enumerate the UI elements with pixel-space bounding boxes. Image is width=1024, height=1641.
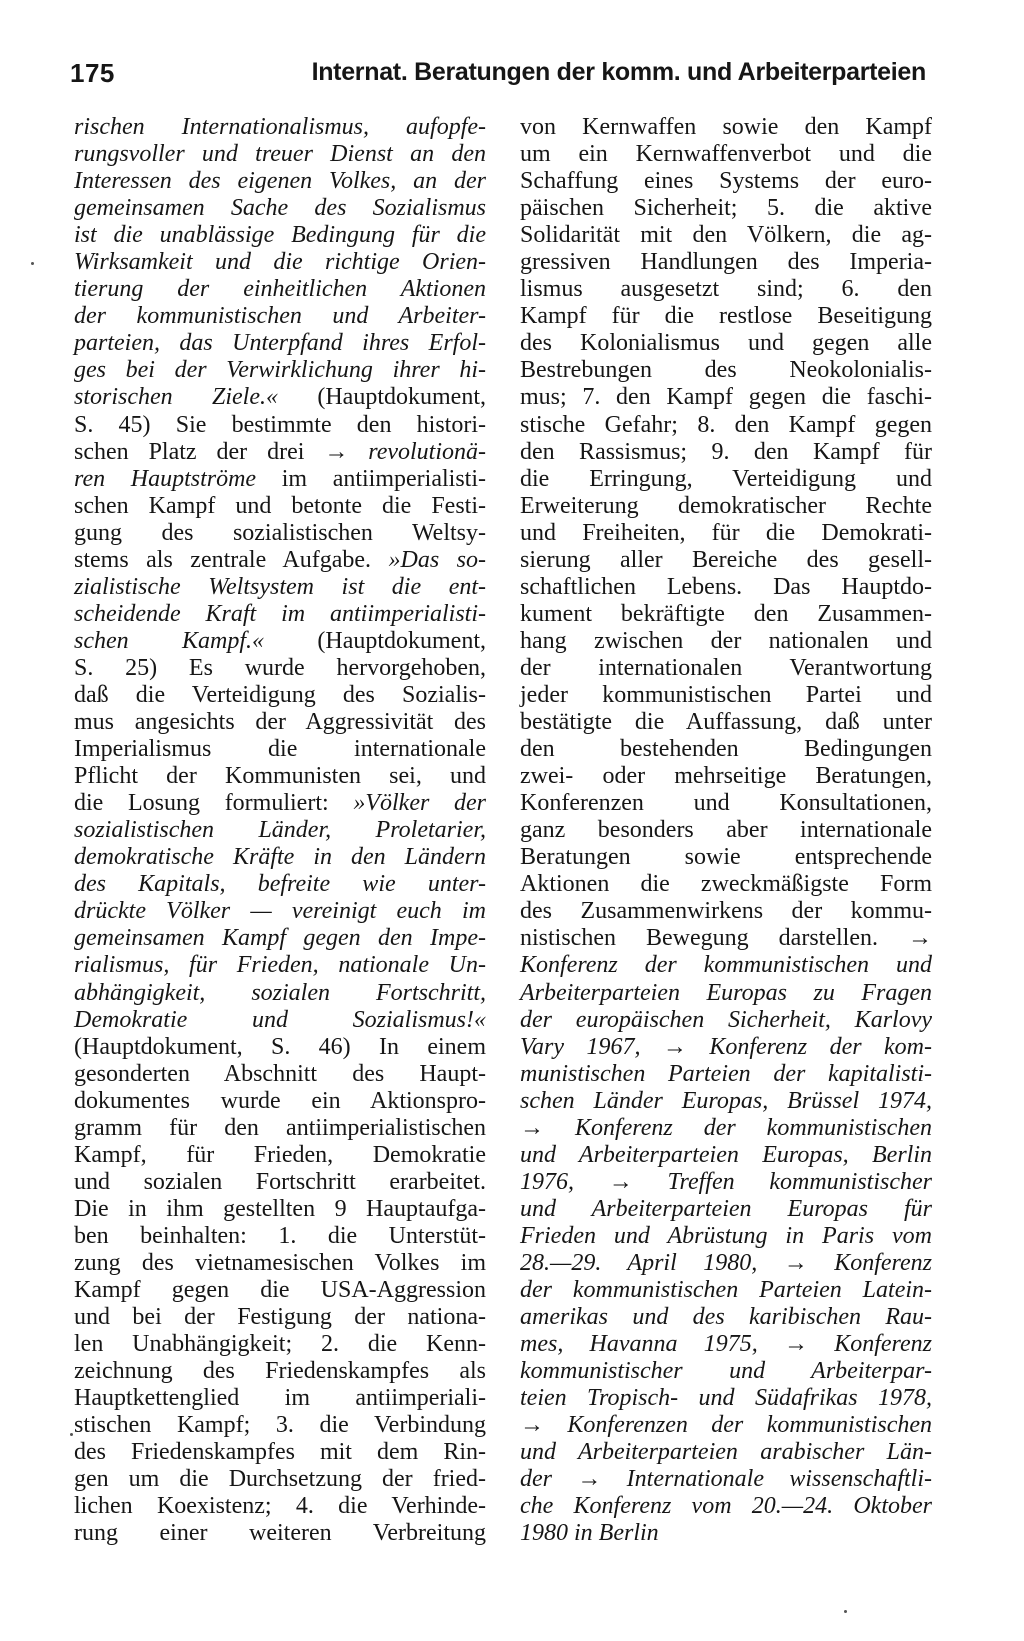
text-run: ganz besonders aber internationale [520,817,932,844]
right-column-line [520,141,932,168]
text-run: ist die unablässige Bedingung für die [74,222,486,249]
left-column-line [74,574,486,601]
text-run: Die in ihm gestellten 9 Hauptaufga- [74,1195,486,1222]
right-column-line [520,952,932,979]
left-column-line [74,1466,486,1493]
right-column-line [520,1223,932,1250]
text-run: mus angesichts der Aggressivität des [74,709,486,736]
left-column-line [74,168,486,195]
right-column-line [520,1061,932,1088]
left-column-line [74,493,486,520]
right-column-line [520,736,932,763]
text-run: che Konferenz vom 20.—24. Oktober [520,1493,932,1520]
text-run: rungsvoller und treuer Dienst an den [74,141,486,168]
text-run: und Arbeiterparteien Europas, Berlin [520,1141,932,1168]
left-column-line [74,222,486,249]
text-run: zwei- oder mehrseitige Beratungen, [520,763,932,790]
text-run: des Kolonialismus und gegen alle [520,330,932,357]
left-column-line [74,1088,486,1115]
text-run: Schaffung eines Systems der euro- [520,168,932,195]
text-run: gemeinsamen Kampf gegen den Impe- [74,925,486,952]
left-column-line [74,1439,486,1466]
text-run: drückte Völker — vereinigt euch im [74,898,486,925]
text-run: des Friedenskampfes mit dem Rin- [74,1439,486,1466]
running-title: Internat. Beratungen der komm. und Arbeiterparteien [311,58,926,86]
text-run: (Hauptdokument, S. 46) In einem [74,1033,486,1060]
right-column-line [520,601,932,628]
left-column-line [74,357,486,384]
text-run: jeder kommunistischen Partei und [520,681,932,708]
right-column-line [520,1358,932,1385]
text-run: parteien, das Unterpfand ihres Erfol- [74,330,486,357]
text-run: Kampf gegen die USA-Aggression [74,1277,486,1304]
text-run: 1976, → Treffen kommunistischer [520,1168,932,1195]
text-run: den Rassismus; 9. den Kampf für [520,438,932,465]
text-run: Imperialismus die internationale [74,736,486,763]
left-column-line [74,601,486,628]
left-column-line [74,628,486,655]
text-run: mes, Havanna 1975, → Konferenz [520,1331,932,1358]
text-run: → Konferenzen der kommunistischen [520,1412,932,1439]
text-run: 1980 in Berlin [520,1520,659,1547]
text-run: den bestehenden Bedingungen [520,736,932,763]
text-run: sozialistischen Länder, Proletarier, [74,817,486,844]
text-run: »Völker der [353,790,486,817]
text-run: mus; 7. den Kampf gegen die faschi- [520,384,932,411]
text-run: Bestrebungen des Neokolonialis- [520,357,932,384]
left-column-line [74,1358,486,1385]
page-header [70,50,926,94]
text-run: scheidende Kraft im antiimperialisti- [74,600,486,627]
right-column-line [520,871,932,898]
left-column-line [74,763,486,790]
text-run: abhängigkeit, sozialen Fortschritt, [74,979,486,1006]
text-run: um ein Kernwaffenverbot und die [520,141,932,168]
text-run: Frieden und Abrüstung in Paris vom [520,1222,932,1249]
text-run: der → Internationale wissenschaftli- [520,1466,932,1493]
text-run: Vary 1967, → Konferenz der kom- [520,1033,932,1060]
text-run: daß die Verteidigung des Sozialis- [74,681,486,708]
text-run: gung des sozialistischen Weltsy- [74,519,486,546]
right-column-line [520,384,932,411]
text-run: und Freiheiten, für die Demokrati- [520,519,932,546]
right-column-line [520,1277,932,1304]
text-run: ren Hauptströme [74,465,257,492]
right-column-line [520,1142,932,1169]
text-run: Hauptkettenglied im antiimperiali- [74,1385,486,1412]
text-run: tierung der einheitlichen Aktionen [74,276,486,303]
text-run: schaftlichen Lebens. Das Hauptdo- [520,573,932,600]
text-run: Pflicht der Kommunisten sei, und [74,763,486,790]
text-run: schen Länder Europas, Brüssel 1974, [520,1087,932,1114]
text-run: und Arbeiterparteien Europas für [520,1195,932,1222]
left-column-line [74,1331,486,1358]
right-column-line [520,1007,932,1034]
text-run: rischen Internationalismus, aufopfe- [74,114,486,140]
left-column-line [74,384,486,411]
right-column-line [520,628,932,655]
left-column-line [74,1142,486,1169]
text-run: schen Platz der drei [74,438,325,465]
text-run: »Das so- [388,546,486,573]
print-speck [844,1610,847,1613]
text-run: der internationalen Verantwortung [520,654,932,681]
text-run: zung des vietnamesischen Volkes im [74,1249,486,1276]
right-column-line [520,898,932,925]
left-column-line [74,1520,486,1547]
right-column-line [520,844,932,871]
text-run: zialistische Weltsystem ist die ent- [74,573,486,600]
right-column-line [520,1250,932,1277]
text-run: (Hauptdokument, [264,627,486,654]
left-column-line [74,439,486,466]
right-column-line [520,412,932,439]
print-speck [70,1433,73,1436]
text-run: lismus ausgesetzt sind; 6. den [520,276,932,303]
text-run: stems als zentrale Aufgabe. [74,546,389,573]
text-run: Beratungen sowie entsprechende [520,844,932,871]
left-column-line [74,844,486,871]
right-column-line [520,1034,932,1061]
left-column-line [74,412,486,439]
text-run: kommunistischer und Arbeiterpar- [520,1358,932,1385]
text-run: rialismus, für Frieden, nationale Un- [74,952,486,979]
text-run: stischen Kampf; 3. die Verbindung [74,1412,486,1439]
right-column-line [520,682,932,709]
left-text-column [74,114,486,1547]
text-run: → revolutionä- [324,438,487,465]
left-column-line [74,1115,486,1142]
text-run: päischen Sicherheit; 5. die aktive [520,195,932,222]
right-column-line [520,195,932,222]
right-column-line [520,276,932,303]
text-run: demokratische Kräfte in den Ländern [74,844,486,871]
left-column-line [74,1007,486,1034]
right-text-column [520,114,932,1547]
right-column-line [520,1196,932,1223]
right-column-line [520,1088,932,1115]
text-run: Konferenz der kommunistischen und [520,952,932,979]
right-column-line [520,1385,932,1412]
text-run: rung einer weiteren Verbreitung [74,1520,486,1547]
right-column-line [520,1304,932,1331]
text-run: stische Gefahr; 8. den Kampf gegen [520,411,932,438]
right-column-line [520,790,932,817]
left-column-line [74,1250,486,1277]
text-run: ges bei der Verwirklichung ihrer hi- [74,357,486,384]
text-run: Wirksamkeit und die richtige Orien- [74,249,486,276]
text-run: des Kapitals, befreite wie unter- [74,871,486,898]
right-column-line [520,1466,932,1493]
left-column-line [74,141,486,168]
text-run: Arbeiterparteien Europas zu Fragen [520,979,932,1006]
text-run: im antiimperialisti- [256,465,486,492]
text-run: schen Kampf und betonte die Festi- [74,492,486,519]
text-run: hang zwischen der nationalen und [520,627,932,654]
text-run: dokumentes wurde ein Aktionspro- [74,1087,486,1114]
right-column-line [520,980,932,1007]
text-run: und sozialen Fortschritt erarbeitet. [74,1168,486,1195]
left-column-line [74,790,486,817]
left-column-line [74,1061,486,1088]
text-run: die Losung formuliert: [74,790,354,817]
text-run: die Erringung, Verteidigung und [520,465,932,492]
right-column-line [520,520,932,547]
left-column-line [74,1277,486,1304]
text-run: nistischen Bewegung darstellen. → [520,925,932,952]
text-run: Interessen des eigenen Volkes, an der [74,168,486,195]
text-run: Demokratie und Sozialismus!« [74,1006,486,1033]
left-column-line [74,1493,486,1520]
right-column-line [520,168,932,195]
text-run: Solidarität mit den Völkern, die ag- [520,222,932,249]
right-column-line [520,925,932,952]
text-run: bestätigte die Auffassung, daß unter [520,709,932,736]
text-run: len Unabhängigkeit; 2. die Kenn- [74,1331,486,1358]
left-column-line [74,871,486,898]
left-column-line [74,655,486,682]
text-run: gramm für den antiimperialistischen [74,1114,486,1141]
right-column-line [520,1331,932,1358]
right-column-line [520,1520,932,1547]
left-column-line [74,980,486,1007]
text-run: 28.—29. April 1980, → Konferenz [520,1249,932,1276]
left-column-line [74,1223,486,1250]
right-column-line [520,357,932,384]
text-run: und bei der Festigung der nationa- [74,1304,486,1331]
text-run: gesonderten Abschnitt des Haupt- [74,1060,486,1087]
right-column-line [520,303,932,330]
right-column-line [520,1169,932,1196]
text-run: der kommunistischen und Arbeiter- [74,303,486,330]
right-column-line [520,493,932,520]
left-column-line [74,1385,486,1412]
left-column-line [74,952,486,979]
text-run: der kommunistischen Parteien Latein- [520,1277,932,1304]
left-column-line [74,898,486,925]
right-column-line [520,547,932,574]
right-column-line [520,763,932,790]
text-run: teien Tropisch- und Südafrikas 1978, [520,1385,932,1412]
right-column-line [520,817,932,844]
right-column-line [520,222,932,249]
right-column-line [520,1412,932,1439]
text-run: → Konferenz der kommunistischen [520,1114,932,1141]
text-run: ben beinhalten: 1. die Unterstüt- [74,1222,486,1249]
right-column-line [520,1439,932,1466]
left-column-line [74,1304,486,1331]
text-run: und Arbeiterparteien arabischer Län- [520,1439,932,1466]
text-run: Kampf, für Frieden, Demokratie [74,1141,486,1168]
text-run: Erweiterung demokratischer Rechte [520,492,932,519]
right-column-line [520,439,932,466]
left-column-line [74,195,486,222]
text-run: storischen Ziele.« [74,384,278,411]
left-column-line [74,1034,486,1061]
left-column-line [74,1412,486,1439]
text-run: (Hauptdokument, [278,384,486,411]
text-run: Konferenzen und Konsultationen, [520,790,932,817]
left-column-line [74,466,486,493]
text-run: gressiven Handlungen des Imperia- [520,249,932,276]
text-run: S. 45) Sie bestimmte den histori- [74,411,486,438]
right-column-line [520,709,932,736]
page-number: 175 [70,58,115,88]
right-column-line [520,574,932,601]
left-column-line [74,736,486,763]
left-column-line [74,817,486,844]
text-run: schen Kampf.« [74,627,265,654]
right-column-line [520,466,932,493]
text-run: Aktionen die zweckmäßigste Form [520,871,932,898]
text-run: von Kernwaffen sowie den Kampf [520,114,932,140]
left-column-line [74,1196,486,1223]
left-column-line [74,303,486,330]
text-run: der europäischen Sicherheit, Karlovy [520,1006,932,1033]
left-column-line [74,114,486,141]
right-column-line [520,249,932,276]
left-column-line [74,709,486,736]
right-column-line [520,655,932,682]
right-column-line [520,114,932,141]
text-run: amerikas und des karibischen Rau- [520,1304,932,1331]
text-run: lichen Koexistenz; 4. die Verhinde- [74,1493,486,1520]
text-run: gemeinsamen Sache des Sozialismus [74,195,486,222]
left-column-line [74,1169,486,1196]
text-run: zeichnung des Friedenskampfes als [74,1358,486,1385]
left-column-line [74,547,486,574]
right-column-line [520,1493,932,1520]
right-column-line [520,330,932,357]
left-column-line [74,249,486,276]
text-run: munistischen Parteien der kapitalisti- [520,1060,932,1087]
left-column-line [74,520,486,547]
text-run: gen um die Durchsetzung der fried- [74,1466,486,1493]
text-run: kument bekräftigte den Zusammen- [520,600,932,627]
print-speck [31,262,34,265]
text-run: S. 25) Es wurde hervorgehoben, [74,654,486,681]
text-run: Kampf für die restlose Beseitigung [520,303,932,330]
left-column-line [74,276,486,303]
right-column-line [520,1115,932,1142]
text-run: sierung aller Bereiche des gesell- [520,546,932,573]
left-column-line [74,330,486,357]
text-run: des Zusammenwirkens der kommu- [520,898,932,925]
left-column-line [74,925,486,952]
left-column-line [74,682,486,709]
